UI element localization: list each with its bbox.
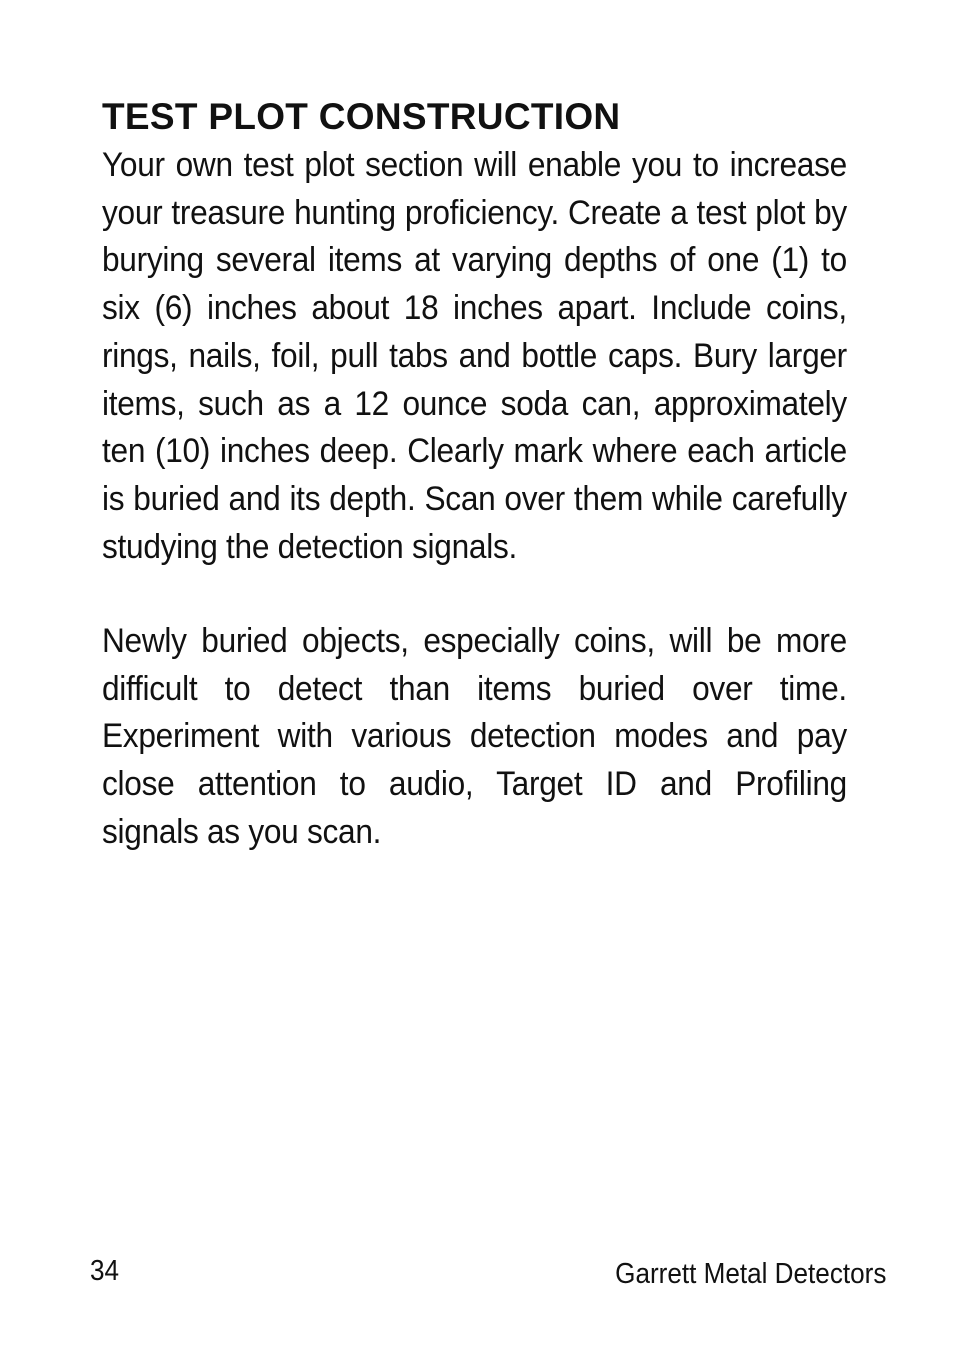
page-number: 34 xyxy=(90,1255,120,1287)
section-heading: TEST PLOT CONSTRUCTION xyxy=(102,96,621,137)
body-paragraph-2: Newly buried objects, especially coins, will be more difficult to detect than items buried over time. Experiment with various detection modes and pay close attention to audio, Target ID and Profiling signals as you scan. xyxy=(102,622,847,851)
body-paragraph-1: Your own test plot section will enable you to increase your treasure hunting proficiency. Create a test plot by burying several items at varying depths of one (1) to six (6) inches about 18 inches apart. Include coins, rings, nails, foil, pull tabs and bottle caps. Bury larger items, such as a 12 ounce soda can, approximately ten (10) inches deep. Clearly mark where each article is buried and its depth. Scan over them while carefully studying the detection signals. xyxy=(102,146,847,566)
footer-brand: Garrett Metal Detectors xyxy=(614,1258,886,1290)
